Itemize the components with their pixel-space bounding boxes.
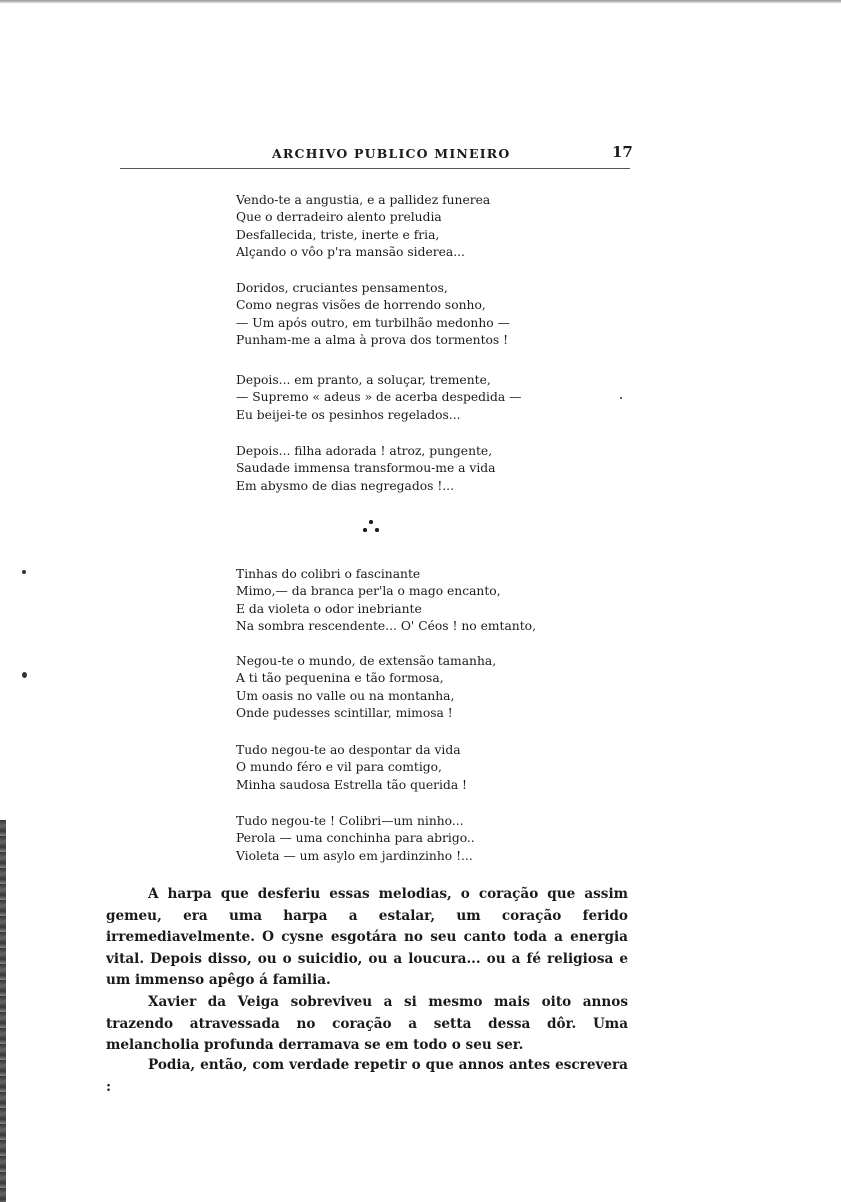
poem-line: Minha saudosa Estrella tão querida ! [236, 777, 467, 792]
poem-line: Como negras visões de horrendo sonho, [236, 298, 486, 313]
poem-stanza [236, 566, 536, 636]
running-head: ARCHIVO PUBLICO MINEIRO [272, 146, 511, 161]
poem-line: A ti tão pequenina e tão formosa, [236, 671, 444, 686]
stray-mark [22, 672, 27, 678]
poem-line: — Um após outro, em turbilhão medonho — [236, 315, 510, 330]
page-number: 17 [612, 143, 633, 161]
prose-paragraph: Podia, então, com verdade repetir o que annos antes escrevera : [106, 1057, 628, 1095]
poem-line: Doridos, cruciantes pensamentos, [236, 281, 448, 295]
poem-line: Tinhas do colibri o fascinante [236, 567, 421, 581]
poem-line: Tudo negou-te ao despontar da vida [236, 743, 461, 757]
poem-line: Um oasis no valle ou na montanha, [236, 688, 455, 703]
poem-stanza [236, 653, 496, 723]
poem-stanza [236, 192, 490, 262]
poem-line: Que o derradeiro alento preludia [236, 210, 442, 225]
poem-line: — Supremo « adeus » de acerba despedida — [236, 390, 522, 405]
poem-stanza [236, 742, 467, 794]
poem-stanza [236, 443, 495, 495]
header-rule [120, 168, 630, 169]
poem-line: O mundo féro e vil para comtigo, [236, 760, 442, 775]
poem-line: Violeta — um asylo em jardinzinho !... [236, 848, 473, 863]
poem-line: E da violeta o odor inebriante [236, 601, 422, 616]
poem-line: Onde pudesses scintillar, mimosa ! [236, 706, 453, 721]
poem-line: Tudo negou-te ! Colibri—um ninho... [236, 814, 464, 828]
poem-line: Mimo,— da branca per'la o mago encanto, [236, 584, 501, 599]
poem-line: Eu beijei-te os pesinhos regelados... [236, 407, 461, 422]
prose-paragraph: A harpa que desferiu essas melodias, o coração que assim gemeu, era uma harpa a estalar, um coração ferido irremediavelmente. O cysne esgotára no seu canto toda a energia vital. Depois disso, ou o suicidio, ou a loucura... ou a fé religiosa e um immenso apêgo á familia. [106, 886, 628, 988]
poem-line: Saudade immensa transformou-me a vida [236, 461, 496, 476]
poem-line: Depois... filha adorada ! atroz, pungente, [236, 444, 493, 458]
poem-line: Alçando o vôo p'ra mansão siderea... [236, 245, 465, 260]
poem-line: Negou-te o mundo, de extensão tamanha, [236, 654, 497, 668]
poem-line: Na sombra rescendente... O' Céos ! no emtanto, [236, 619, 536, 634]
scan-top-edge [0, 0, 841, 3]
prose-paragraph: Xavier da Veiga sobreviveu a si mesmo mais oito annos trazendo atravessada no coração a setta dessa dôr. Uma melancholia profunda derramava se em todo o seu ser. [106, 994, 628, 1053]
scan-left-edge [0, 820, 6, 1202]
poem-line: Punham-me a alma à prova dos tormentos ! [236, 333, 509, 348]
poem-stanza [236, 372, 521, 424]
poem-stanza [236, 280, 510, 350]
stray-mark [620, 397, 622, 399]
poem-line: Em abysmo de dias negregados !... [236, 478, 454, 493]
poem-stanza [236, 813, 475, 865]
poem-line: Depois... em pranto, a soluçar, tremente, [236, 373, 491, 387]
poem-line: Vendo-te a angustia, e a pallidez funerea [236, 193, 491, 207]
poem-line: Perola — uma conchinha para abrigo.. [236, 831, 475, 846]
stray-mark [22, 570, 26, 574]
asterism-divider [362, 520, 382, 534]
poem-line: Desfallecida, triste, inerte e fria, [236, 227, 440, 242]
